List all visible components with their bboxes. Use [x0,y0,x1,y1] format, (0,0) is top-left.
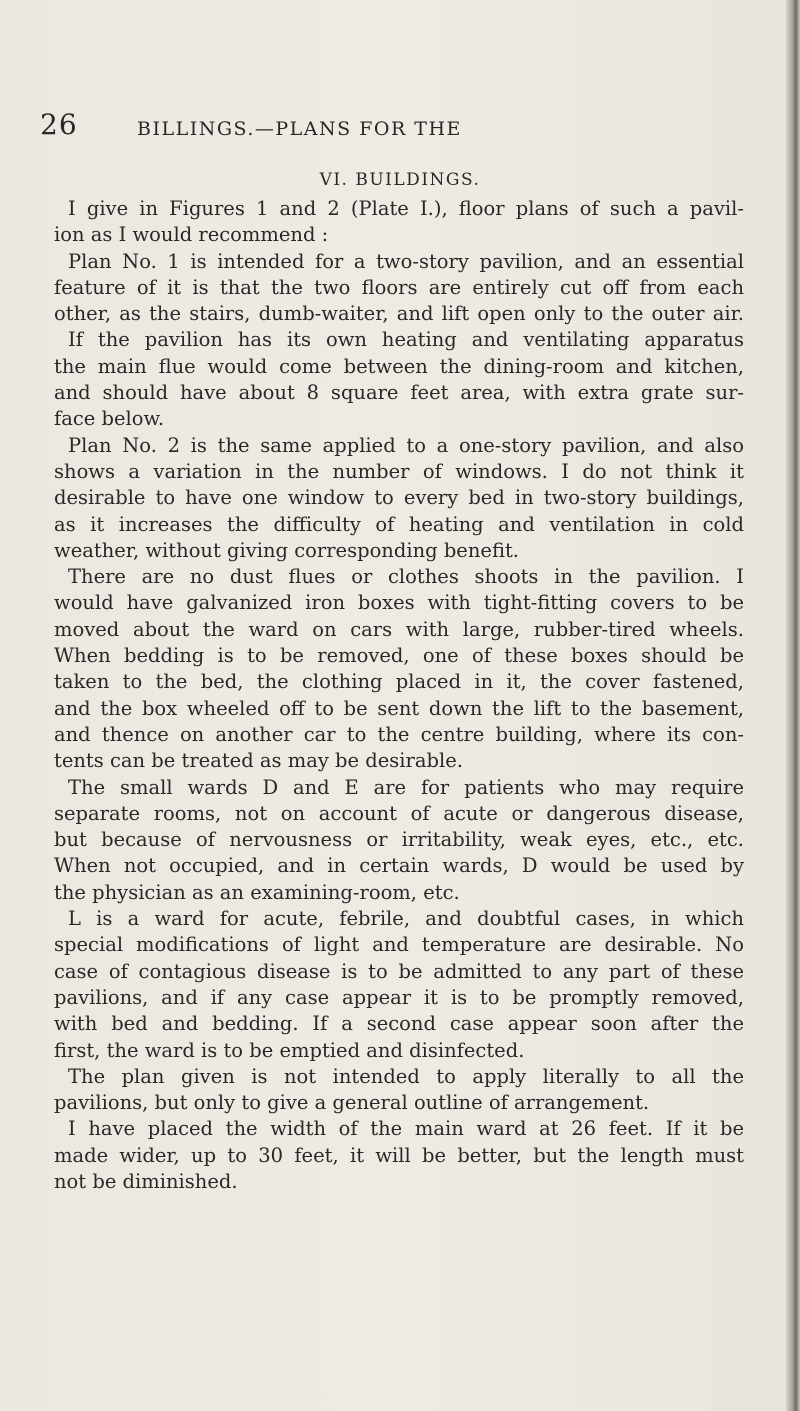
text-line: taken to the bed, the clothing placed in it, the cover fastened, [54,670,744,694]
text-line: the physician as an examining-room, etc. [54,880,460,904]
text-line: face below. [54,407,165,431]
text-line: When bedding is to be removed, one of these boxes should be [54,644,744,668]
text-line: not be diminished. [54,1169,238,1193]
text-line: and the box wheeled off to be sent down the lift to the basement, [54,696,744,720]
text-line: pavilions, but only to give a general outline of arrangement. [54,1091,650,1115]
text-line: separate rooms, not on account of acute or dangerous disease, [54,801,744,825]
text-line: If the pavilion has its own heating and ventilating apparatus [68,328,744,352]
text-line: would have galvanized iron boxes with tight-fitting covers to be [54,591,744,615]
book-spine-shadow [786,0,800,1411]
text-line: I have placed the width of the main ward at 26 feet. If it be [68,1117,744,1141]
running-head: BILLINGS.—PLANS FOR THE [137,118,462,140]
text-line: Plan No. 1 is intended for a two-story pavilion, and an essential [68,249,744,273]
text-line: made wider, up to 30 feet, it will be better, but the length must [54,1143,744,1167]
text-line: and should have about 8 square feet area, with extra grate sur- [54,381,744,405]
text-line: weather, without giving corresponding benefit. [54,538,519,562]
page-number: 26 [40,108,78,141]
text-line: The small wards D and E are for patients who may require [68,775,744,799]
text-line: as it increases the difficulty of heating and ventilation in cold [54,512,744,536]
text-line: Plan No. 2 is the same applied to a one-story pavilion, and also [68,433,744,457]
text-line: shows a variation in the number of windows. I do not think it [54,459,744,483]
text-line: case of contagious disease is to be admitted to any part of these [54,959,744,983]
text-line: tents can be treated as may be desirable. [54,749,463,773]
text-line: L is a ward for acute, febrile, and doubtful cases, in which [68,907,744,931]
text-line: I give in Figures 1 and 2 (Plate I.), floor plans of such a pavil- [68,197,744,220]
text-line: The plan given is not intended to apply literally to all the [68,1064,744,1088]
text-line: There are no dust flues or clothes shoots in the pavilion. I [68,565,744,589]
text-line: with bed and bedding. If a second case appear soon after the [54,1012,744,1036]
text-line: but because of nervousness or irritability, weak eyes, etc., etc. [54,828,744,852]
text-line: ion as I would recommend : [54,223,329,247]
text-line: feature of it is that the two floors are entirely cut off from each [54,275,744,299]
text-line: other, as the stairs, dumb-waiter, and lift open only to the outer air. [54,302,744,326]
text-line: desirable to have one window to every bed in two-story buildings, [54,486,744,510]
text-line: pavilions, and if any case appear it is to be promptly removed, [54,985,744,1009]
section-title: VI. BUILDINGS. [319,170,481,190]
text-line: the main flue would come between the dining-room and kitchen, [54,354,744,378]
text-line: special modifications of light and temperature are desirable. No [54,933,744,957]
text-line: and thence on another car to the centre building, where its con- [54,722,744,746]
body-text [54,196,744,1195]
text-line: first, the ward is to be emptied and disinfected. [54,1038,525,1062]
text-line: When not occupied, and in certain wards, D would be used by [54,854,744,878]
page-header [40,108,740,142]
text-line: moved about the ward on cars with large, rubber-tired wheels. [54,617,744,641]
